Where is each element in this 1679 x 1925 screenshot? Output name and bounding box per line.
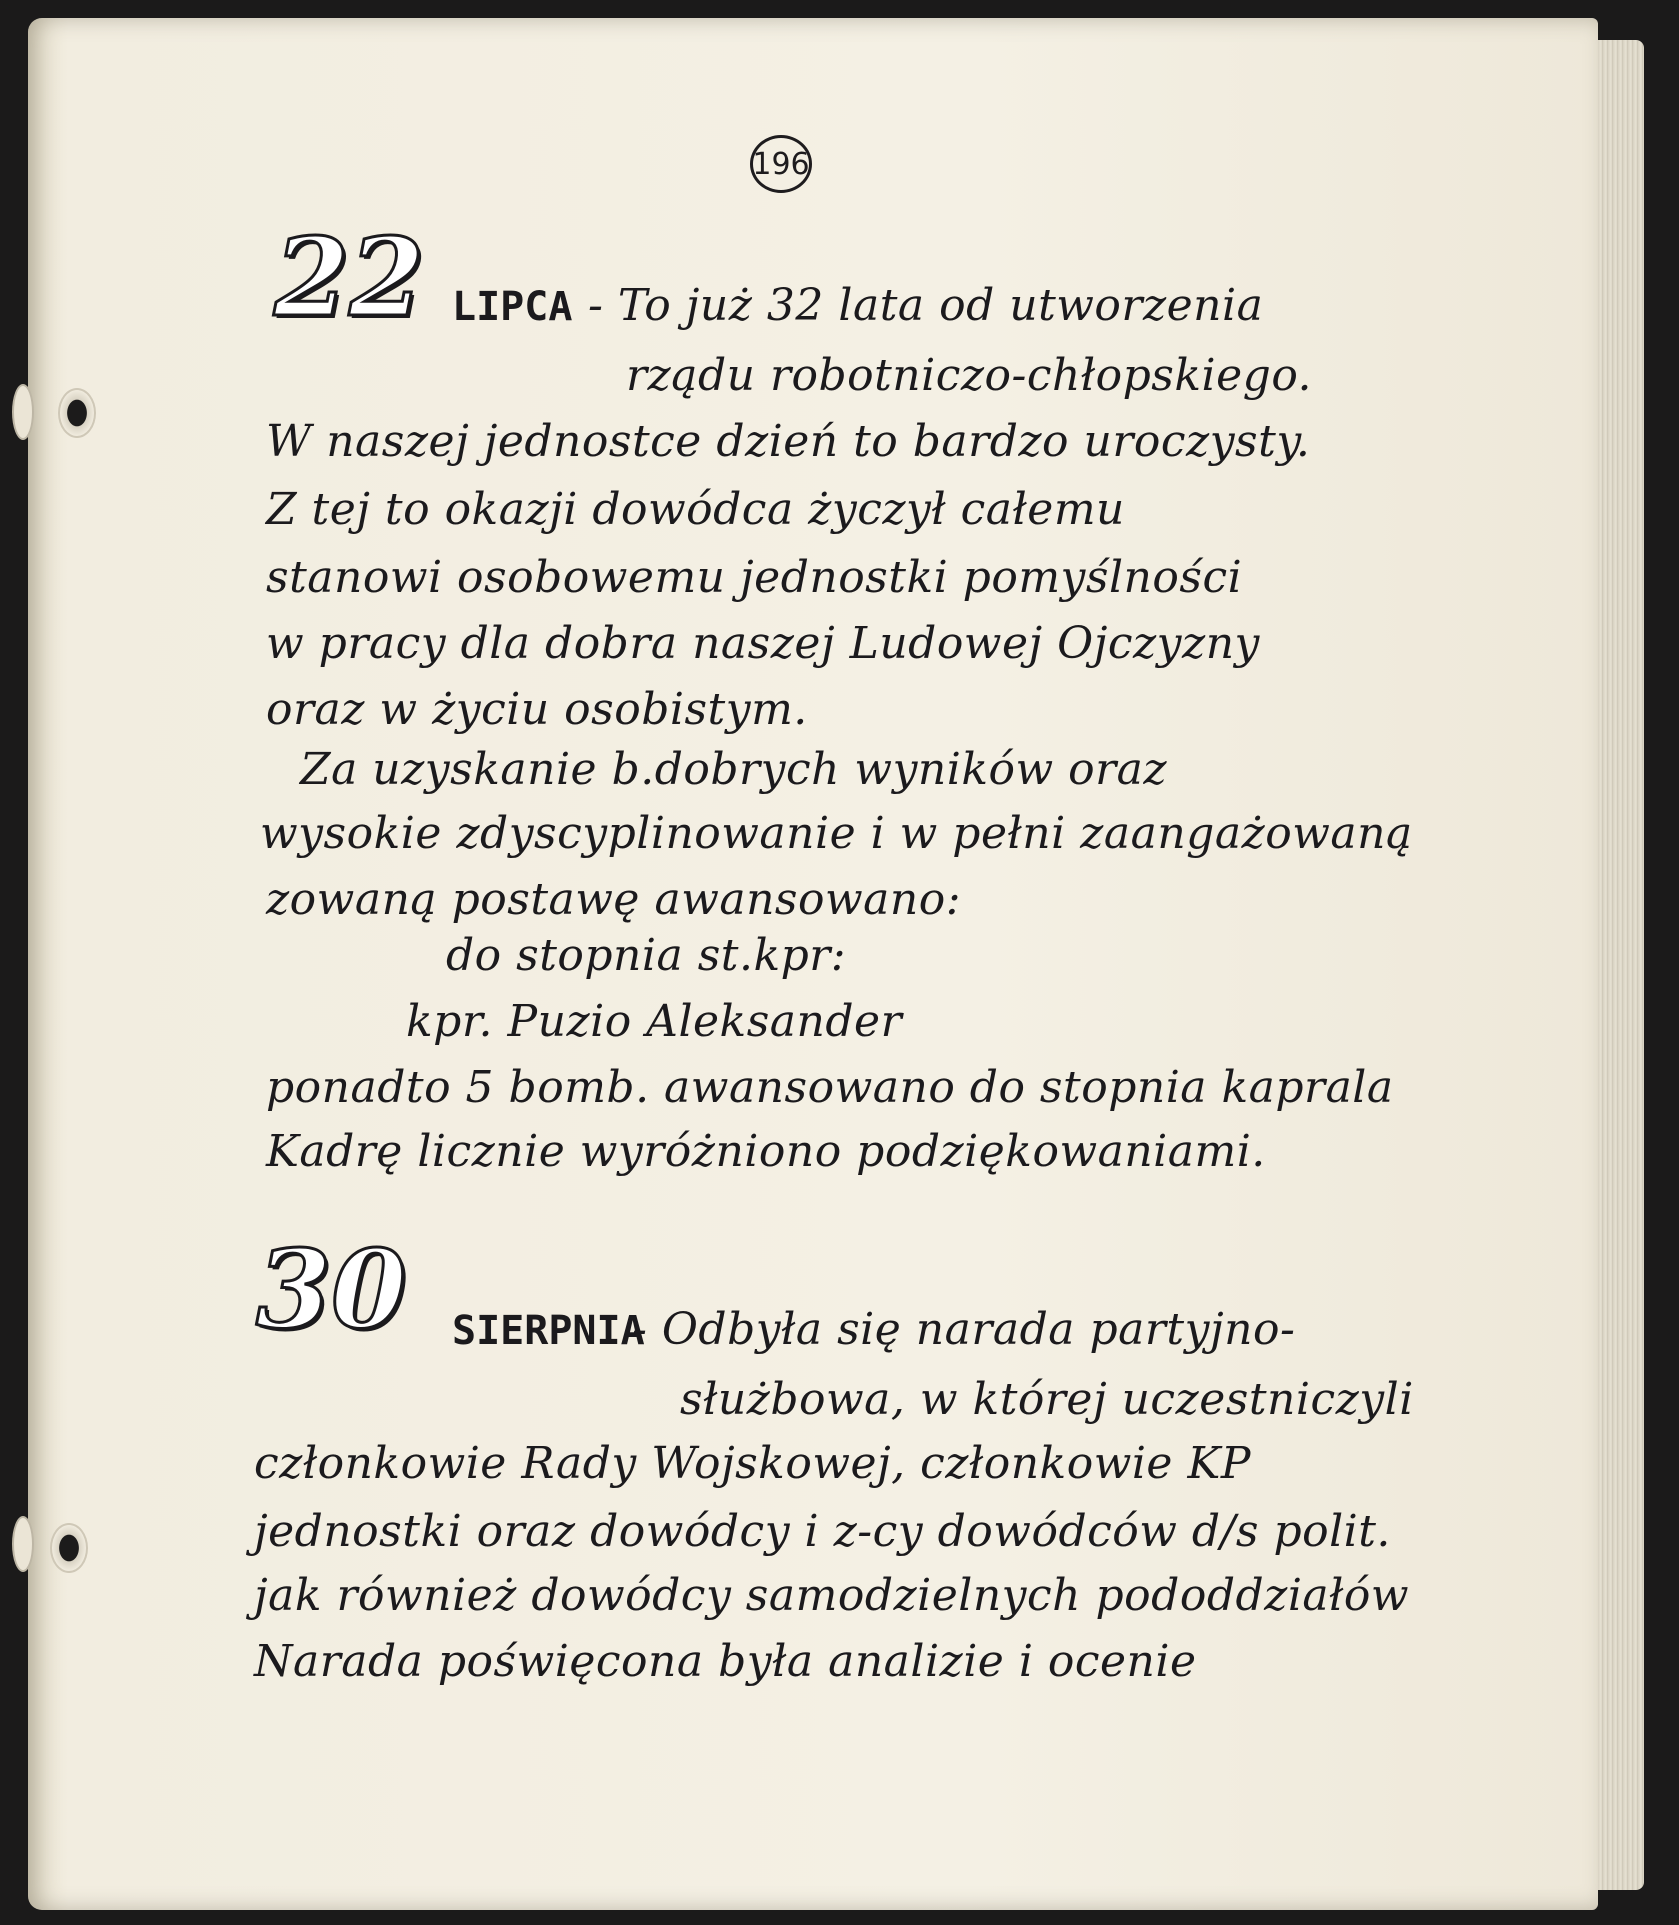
binder-hole-bottom [50, 1523, 88, 1573]
entry1-day: 22 [274, 215, 425, 341]
entry1-line-2: rządu robotniczo-chłopskiego. [626, 350, 1313, 401]
entry2-line-2: służbowa, w której uczestniczyli [680, 1374, 1414, 1425]
entry2-line-1: - Odbyła się narada partyjno- [632, 1304, 1296, 1355]
page-edges [1598, 40, 1644, 1890]
entry2-day: 30 [256, 1227, 407, 1353]
binder-ring-top [12, 384, 34, 440]
entry1-line-14: Kadrę licznie wyróżniono podziękowaniami. [266, 1126, 1266, 1177]
entry1-line-10: zowaną postawę awansowano: [266, 874, 962, 925]
binder-hole-top [58, 388, 96, 438]
entry1-line-4: Z tej to okazji dowódca życzył całemu [266, 484, 1125, 535]
page-number: 196 [750, 135, 812, 193]
entry1-line-7: oraz w życiu osobistym. [266, 684, 808, 735]
entry2-line-6: Narada poświęcona była analizie i ocenie [254, 1636, 1197, 1687]
entry2-month: SIERPNIA [452, 1308, 645, 1354]
entry1-line-1: - To już 32 lata od utworzenia [588, 280, 1264, 331]
binder-ring-bottom [12, 1516, 34, 1572]
entry1-line-12: kpr. Puzio Aleksander [406, 996, 903, 1047]
entry2-line-5: jak również dowódcy samodzielnych pododdziałów [254, 1570, 1410, 1621]
entry1-month: LIPCA [452, 284, 573, 330]
entry1-line-3: W naszej jednostce dzień to bardzo uroczysty. [266, 416, 1311, 467]
entry1-line-6: w pracy dla dobra naszej Ludowej Ojczyzny [266, 618, 1260, 669]
entry2-line-4: jednostki oraz dowódcy i z-cy dowódców d/s polit. [254, 1506, 1391, 1557]
entry1-line-13: ponadto 5 bomb. awansowano do stopnia kaprala [266, 1062, 1394, 1113]
entry1-line-11: do stopnia st.kpr: [446, 930, 847, 981]
entry1-line-5: stanowi osobowemu jednostki pomyślności [266, 552, 1243, 603]
notebook-page [28, 18, 1598, 1910]
entry1-line-8: Za uzyskanie b.dobrych wyników oraz [300, 744, 1168, 795]
entry2-line-3: członkowie Rady Wojskowej, członkowie KP [254, 1438, 1251, 1489]
entry1-line-9: wysokie zdyscyplinowanie i w pełni zaangażowaną [260, 808, 1413, 859]
